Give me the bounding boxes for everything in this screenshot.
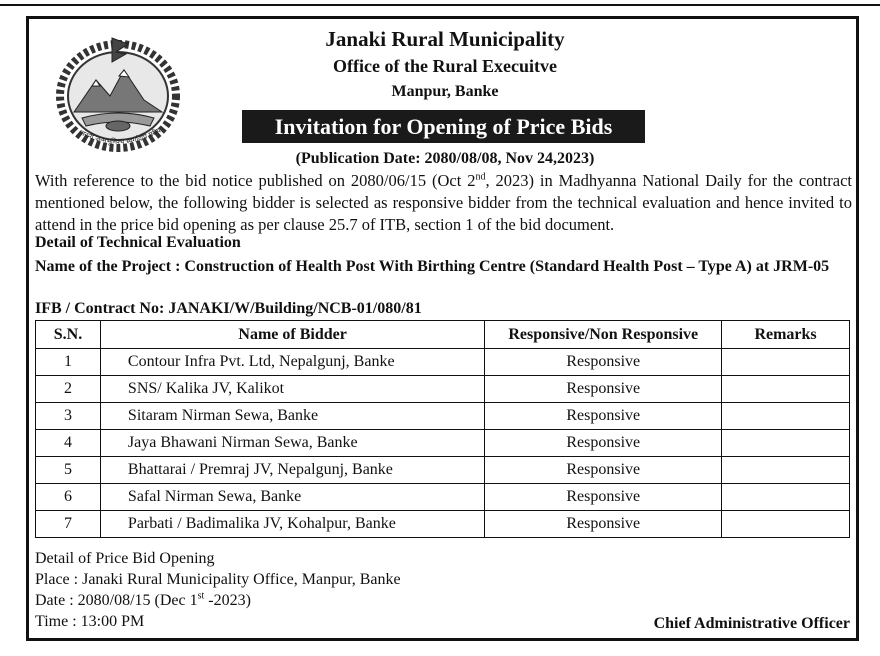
table-row xyxy=(36,403,850,430)
price-bid-heading: Detail of Price Bid Opening xyxy=(35,550,215,567)
cell-status: Responsive xyxy=(485,484,722,511)
table-row xyxy=(36,457,850,484)
cell-bidder-name: Parbati / Badimalika JV, Kohalpur, Banke xyxy=(100,511,484,538)
table-header-row xyxy=(36,321,850,349)
col-responsive: Responsive/Non Responsive xyxy=(485,321,722,349)
cell-remarks xyxy=(722,430,850,457)
cell-status: Responsive xyxy=(485,430,722,457)
opening-date xyxy=(35,592,251,610)
cell-sn: 1 xyxy=(36,349,101,376)
col-bidder-name: Name of Bidder xyxy=(100,321,484,349)
cell-sn: 2 xyxy=(36,376,101,403)
table-row xyxy=(36,484,850,511)
top-rule xyxy=(0,4,880,6)
table-row xyxy=(36,430,850,457)
cell-sn: 3 xyxy=(36,403,101,430)
cell-sn: 6 xyxy=(36,484,101,511)
intro-ordinal: nd xyxy=(475,171,486,183)
cell-status: Responsive xyxy=(485,511,722,538)
bidder-table xyxy=(35,320,850,538)
nepal-emblem-icon xyxy=(52,30,184,154)
cell-sn: 4 xyxy=(36,430,101,457)
cell-sn: 5 xyxy=(36,457,101,484)
col-remarks: Remarks xyxy=(722,321,850,349)
ifb-contract-number: IFB / Contract No: JANAKI/W/Building/NCB-01/080/81 xyxy=(35,300,422,317)
project-name: Name of the Project : Construction of Health Post With Birthing Centre (Standard Health Post – Type A) at JRM-05 xyxy=(35,258,830,275)
cell-remarks xyxy=(722,403,850,430)
cell-bidder-name: Contour Infra Pvt. Ltd, Nepalgunj, Banke xyxy=(100,349,484,376)
cell-sn: 7 xyxy=(36,511,101,538)
date-ordinal: st xyxy=(197,590,205,602)
intro-paragraph xyxy=(35,170,852,236)
technical-evaluation-heading: Detail of Technical Evaluation xyxy=(35,234,241,251)
intro-text-2: , 2023) in Madhyanna National Daily for the contract mentioned below, the following bidder is selected as responsive bidder from the technical evaluation and hence invited to attend in the price bid opening as per clause 25.7 of ITB, section 1 of the bid document. xyxy=(35,171,852,234)
table-row xyxy=(36,349,850,376)
publication-date: (Publication Date: 2080/08/08, Nov 24,2023) xyxy=(295,150,595,167)
signatory: Chief Administrative Officer xyxy=(653,615,850,632)
office-name: Office of the Rural Execuitve xyxy=(333,56,557,76)
cell-remarks xyxy=(722,457,850,484)
cell-status: Responsive xyxy=(485,457,722,484)
table-row xyxy=(36,511,850,538)
cell-bidder-name: SNS/ Kalika JV, Kalikot xyxy=(100,376,484,403)
cell-remarks xyxy=(722,376,850,403)
cell-status: Responsive xyxy=(485,376,722,403)
office-address: Manpur, Banke xyxy=(391,83,499,100)
opening-time: Time : 13:00 PM xyxy=(35,613,145,630)
col-sn: S.N. xyxy=(36,321,101,349)
cell-remarks xyxy=(722,484,850,511)
table-row xyxy=(36,376,850,403)
municipality-name: Janaki Rural Municipality xyxy=(325,27,565,51)
cell-remarks xyxy=(722,349,850,376)
opening-place: Place : Janaki Rural Municipality Office, Manpur, Banke xyxy=(35,571,401,588)
notice-title: Invitation for Opening of Price Bids xyxy=(242,110,645,143)
cell-remarks xyxy=(722,511,850,538)
cell-bidder-name: Sitaram Nirman Sewa, Banke xyxy=(100,403,484,430)
cell-bidder-name: Jaya Bhawani Nirman Sewa, Banke xyxy=(100,430,484,457)
cell-bidder-name: Bhattarai / Premraj JV, Nepalgunj, Banke xyxy=(100,457,484,484)
cell-status: Responsive xyxy=(485,349,722,376)
intro-text-1: With reference to the bid notice published on 2080/06/15 (Oct 2 xyxy=(35,171,476,190)
date-text-1: Date : 2080/08/15 (Dec 1 xyxy=(35,592,198,609)
emblem-motto: जननी जन्मभूमिश्च स्वर्गादपि गरीय xyxy=(78,126,163,147)
date-text-2: -2023) xyxy=(204,592,251,609)
cell-bidder-name: Safal Nirman Sewa, Banke xyxy=(100,484,484,511)
cell-status: Responsive xyxy=(485,403,722,430)
